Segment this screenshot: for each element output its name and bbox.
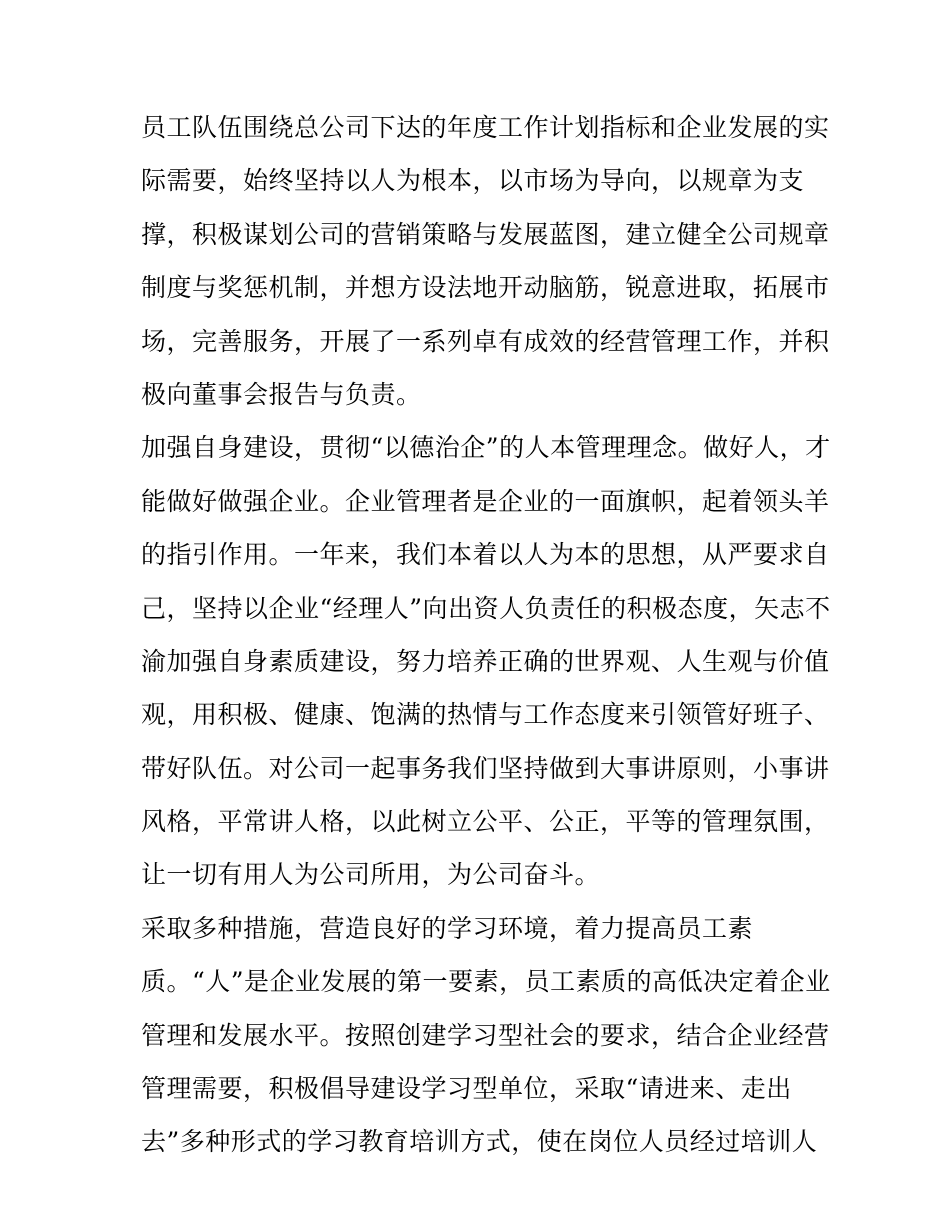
text-line-18: 管理和发展水平。按照创建学习型社会的要求，结合企业经营 bbox=[141, 1020, 830, 1050]
text-line-13: 带好队伍。对公司一起事务我们坚持做到大事讲原则，小事讲 bbox=[141, 753, 830, 783]
text-line-7: 加强自身建设，贯彻“以德治企”的人本管理理念。做好人，才 bbox=[141, 433, 831, 463]
text-line-4: 制度与奖惩机制，并想方设法地开动脑筋，锐意进取，拓展市 bbox=[141, 273, 830, 303]
text-line-10: 己，坚持以企业“经理人”向出资人负责任的积极态度，矢志不 bbox=[141, 593, 831, 623]
text-line-6: 极向董事会报告与负责。 bbox=[141, 379, 422, 409]
text-line-2: 际需要，始终坚持以人为根本，以市场为导向，以规章为支 bbox=[141, 166, 805, 196]
text-line-17: 质。“人”是企业发展的第一要素，员工素质的高低决定着企业 bbox=[141, 967, 831, 997]
text-line-16: 采取多种措施，营造良好的学习环境，着力提高员工素 bbox=[141, 913, 754, 943]
text-line-14: 风格，平常讲人格，以此树立公平、公正，平等的管理氛围， bbox=[141, 807, 830, 837]
text-line-19: 管理需要，积极倡导建设学习型单位，采取“请进来、走出 bbox=[141, 1074, 792, 1104]
text-line-15: 让一切有用人为公司所用，为公司奋斗。 bbox=[141, 860, 601, 890]
text-line-20: 去”多种形式的学习教育培训方式，使在岗位人员经过培训人 bbox=[141, 1127, 818, 1157]
body-text bbox=[141, 101, 831, 1169]
text-line-3: 撑，积极谋划公司的营销策略与发展蓝图，建立健全公司规章 bbox=[141, 219, 830, 249]
text-line-11: 渝加强自身素质建设，努力培养正确的世界观、人生观与价值 bbox=[141, 646, 830, 676]
text-line-8: 能做好做强企业。企业管理者是企业的一面旗帜，起着领头羊 bbox=[141, 486, 830, 516]
text-line-9: 的指引作用。一年来，我们本着以人为本的思想，从严要求自 bbox=[141, 540, 830, 570]
text-line-1: 员工队伍围绕总公司下达的年度工作计划指标和企业发展的实 bbox=[141, 113, 830, 142]
text-line-5: 场，完善服务，开展了一系列卓有成效的经营管理工作，并积 bbox=[141, 326, 830, 356]
text-line-12: 观，用积极、健康、饱满的热情与工作态度来引领管好班子、 bbox=[141, 700, 830, 730]
